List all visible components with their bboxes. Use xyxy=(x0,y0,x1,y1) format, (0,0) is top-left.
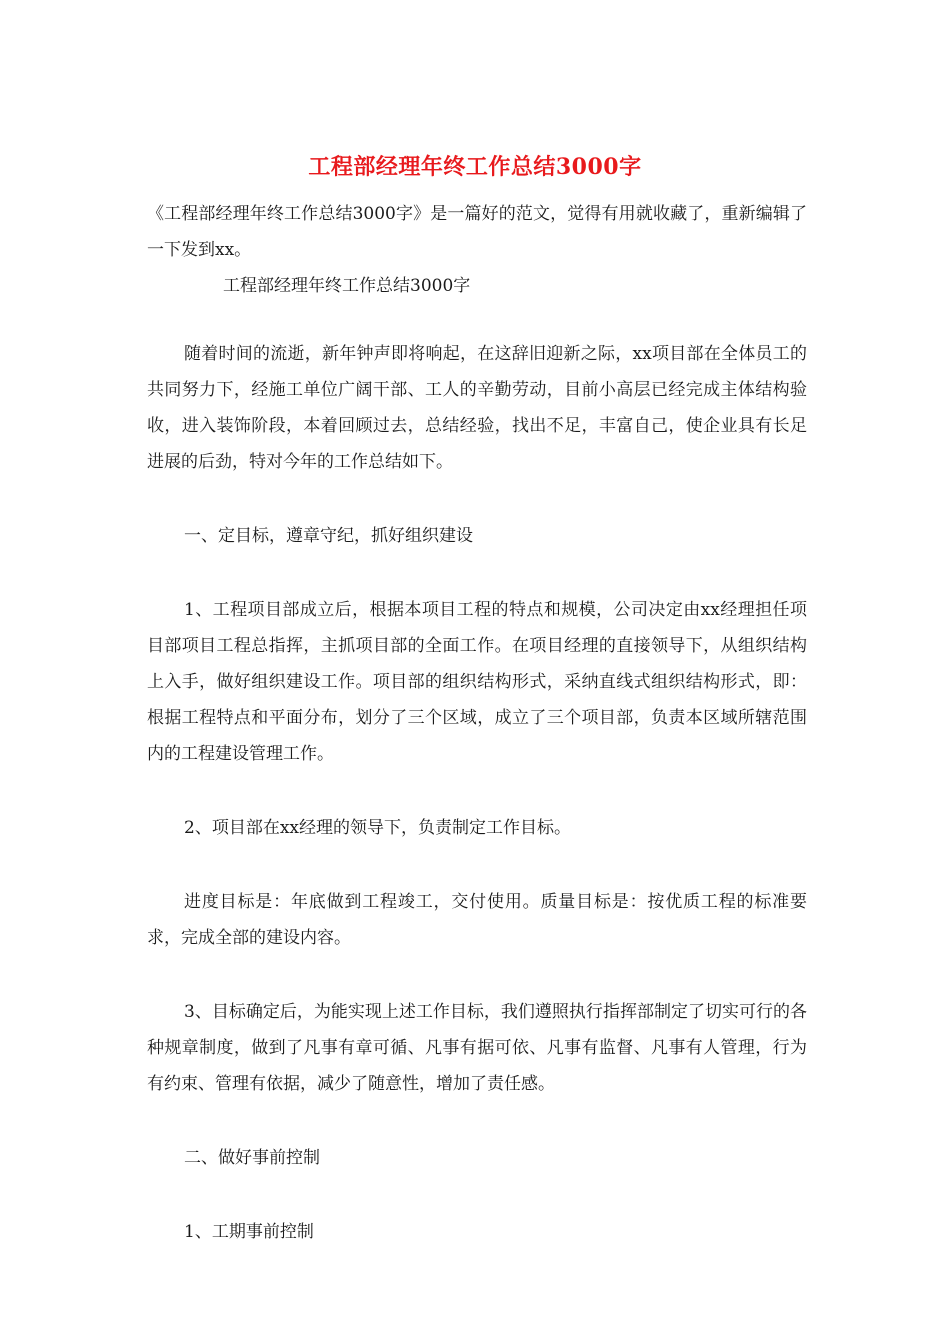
section-heading: 一、定目标，遵章守纪，抓好组织建设 xyxy=(184,526,473,546)
paragraph-gap xyxy=(147,480,807,518)
document-subtitle: 工程部经理年终工作总结3000字 xyxy=(223,276,471,296)
body-paragraph: 进度目标是：年底做到工程竣工，交付使用。质量目标是：按优质工程的标准要求，完成全部的建设内容。 xyxy=(147,892,807,948)
subsection-heading: 1、工期事前控制 xyxy=(184,1222,314,1242)
paragraph-gap xyxy=(147,846,807,884)
body-paragraph: 1、工程项目部成立后，根据本项目工程的特点和规模，公司决定由xx经理担任项目部项目工程总指挥，主抓项目部的全面工作。在项目经理的直接领导下，从组织结构上入手，做好组织建设工作。项目部的组织结构形式，采纳直线式组织结构形式，即：根据工程特点和平面分布，划分了三个区域，成立了三个项目部，负责本区域所辖范围内的工程建设管理工作。 xyxy=(147,600,807,764)
paragraph-gap xyxy=(147,956,807,994)
paragraph-gap xyxy=(147,772,807,810)
paragraph-gap xyxy=(147,1176,807,1214)
document-title: 工程部经理年终工作总结3000字 xyxy=(308,154,642,180)
intro-paragraph: 《工程部经理年终工作总结3000字》是一篇好的范文，觉得有用就收藏了，重新编辑了一下发到xx。 xyxy=(147,204,807,260)
body-paragraph: 3、目标确定后，为能实现上述工作目标，我们遵照执行指挥部制定了切实可行的各种规章制度，做到了凡事有章可循、凡事有据可依、凡事有监督、凡事有人管理，行为有约束、管理有依据，减少了随意性，增加了责任感。 xyxy=(147,1002,807,1094)
section-heading: 二、做好事前控制 xyxy=(184,1148,320,1168)
body-paragraph: 2、项目部在xx经理的领导下，负责制定工作目标。 xyxy=(184,818,571,838)
paragraph-gap xyxy=(147,554,807,592)
body-paragraph: 随着时间的流逝，新年钟声即将响起，在这辞旧迎新之际，xx项目部在全体员工的共同努力下，经施工单位广阔干部、工人的辛勤劳动，目前小高层已经完成主体结构验收，进入装饰阶段，本着回顾过去，总结经验，找出不足，丰富自己，使企业具有长足进展的后劲，特对今年的工作总结如下。 xyxy=(147,344,807,472)
document-body xyxy=(147,336,807,1250)
paragraph-gap xyxy=(147,1102,807,1140)
